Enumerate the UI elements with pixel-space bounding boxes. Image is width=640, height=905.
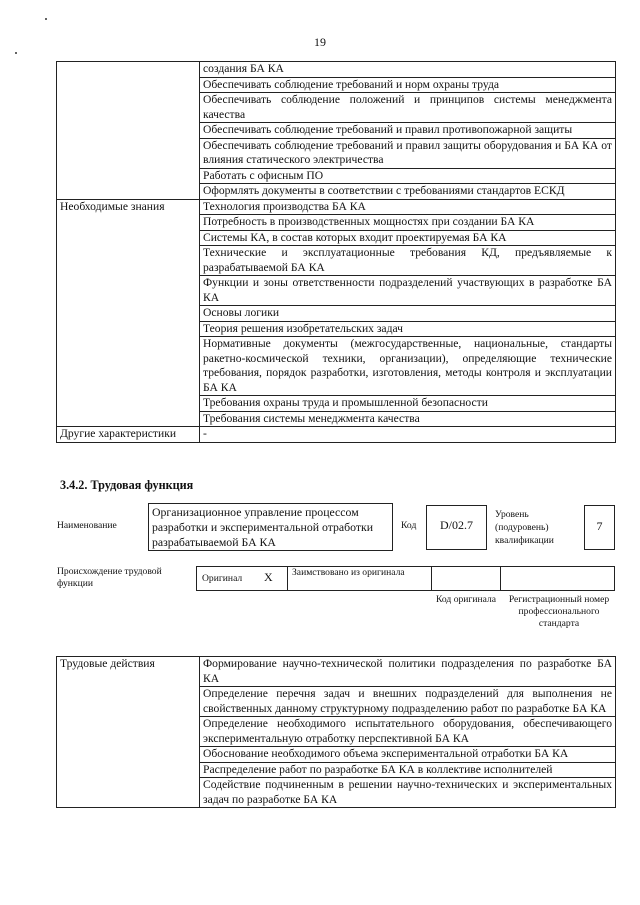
code-box xyxy=(426,505,487,550)
labor-action-row: Формирование научно-технической политики подразделения по разработке БА КА xyxy=(200,657,616,687)
origin-label: Происхождение трудовой функции xyxy=(57,566,162,589)
page-number: 19 xyxy=(314,35,326,49)
skill-row: Обеспечивать соблюдение положений и принципов системы менеджмента качества xyxy=(200,93,616,123)
skill-row: Оформлять документы в соответствии с требованиями стандартов ЕСКД xyxy=(200,184,616,200)
scan-speck xyxy=(45,18,47,20)
original-label: Оригинал xyxy=(202,573,243,584)
skill-row: Обеспечивать соблюдение требований и правил противопожарной защиты xyxy=(200,123,616,139)
knowledge-row: Требования охраны труда и промышленной безопасности xyxy=(200,396,616,412)
skill-row: Работать с офисным ПО xyxy=(200,168,616,184)
skill-row: создания БА КА xyxy=(200,62,616,78)
knowledge-row: Функции и зоны ответственности подразделений участвующих в разработке БА КА xyxy=(200,276,616,306)
original-code-caption: Код оригинала xyxy=(435,594,497,605)
qualification-level-value: 7 xyxy=(596,519,603,533)
qualification-level-box xyxy=(584,505,615,550)
knowledge-row: Требования системы менеджмента качества xyxy=(200,411,616,427)
labor-action-row: Содействие подчиненным в решении научно-технических и экспериментальных задач по разработке БА КА xyxy=(200,778,616,808)
knowledge-row: Теория решения изобретательских задач xyxy=(200,321,616,337)
skill-row: Обеспечивать соблюдение требований и правил защиты оборудования и БА КА от влияния статического электричества xyxy=(200,138,616,168)
labor-actions-label: Трудовые действия xyxy=(57,657,200,808)
other-characteristics-label: Другие характеристики xyxy=(57,427,200,443)
registration-number-caption: Регистрационный номер профессионального стандарта xyxy=(508,594,610,629)
labor-action-row: Распределение работ по разработке БА КА в коллективе исполнителей xyxy=(200,762,616,778)
labor-action-row: Определение необходимого испытательного оборудования, обеспечивающего экспериментальную отработку перспективной БА КА xyxy=(200,717,616,747)
knowledge-row: Основы логики xyxy=(200,306,616,322)
labor-action-row: Определение перечня задач и внешних подразделений для выполнения не свойственных данному структурному подразделению работ по разработке БА КА xyxy=(200,687,616,717)
labor-action-row: Обоснование необходимого объема экспериментальной отработки БА КА xyxy=(200,747,616,763)
knowledge-row: Технология производства БА КА xyxy=(200,199,616,215)
knowledge-row: Нормативные документы (межгосударственные, национальные, стандарты ракетно-космической техники, организации), определяющие технические требования, порядок разработки, изготовления, методы контроля и эксплуатации БА КА xyxy=(200,337,616,396)
knowledge-row: Потребность в производственных мощностях при создании БА КА xyxy=(200,215,616,231)
scan-speck xyxy=(15,52,17,54)
requirements-table xyxy=(56,61,616,443)
original-mark: X xyxy=(264,570,273,584)
function-name-box xyxy=(148,503,393,551)
borrowed-label: Заимствовано из оригинала xyxy=(292,567,405,578)
knowledge-label: Необходимые знания xyxy=(57,199,200,427)
code-value: D/02.7 xyxy=(440,518,473,532)
skills-label-cell xyxy=(57,62,200,200)
qualification-level-label: Уровень (подуровень) квалификации xyxy=(495,509,554,546)
section-heading: 3.4.2. Трудовая функция xyxy=(60,478,194,492)
function-name-value: Организационное управление процессом разработки и экспериментальной отработки разрабатываемой БА КА xyxy=(152,505,374,549)
code-label: Код xyxy=(401,520,417,531)
skill-row: Обеспечивать соблюдение требований и норм охраны труда xyxy=(200,77,616,93)
labor-actions-table xyxy=(56,656,616,808)
knowledge-row: Системы КА, в состав которых входит проектируемая БА КА xyxy=(200,230,616,246)
name-label: Наименование xyxy=(57,520,117,531)
knowledge-row: Технические и эксплуатационные требования КД, предъявляемые к разрабатываемой БА КА xyxy=(200,246,616,276)
other-characteristics-value: - xyxy=(200,427,616,443)
